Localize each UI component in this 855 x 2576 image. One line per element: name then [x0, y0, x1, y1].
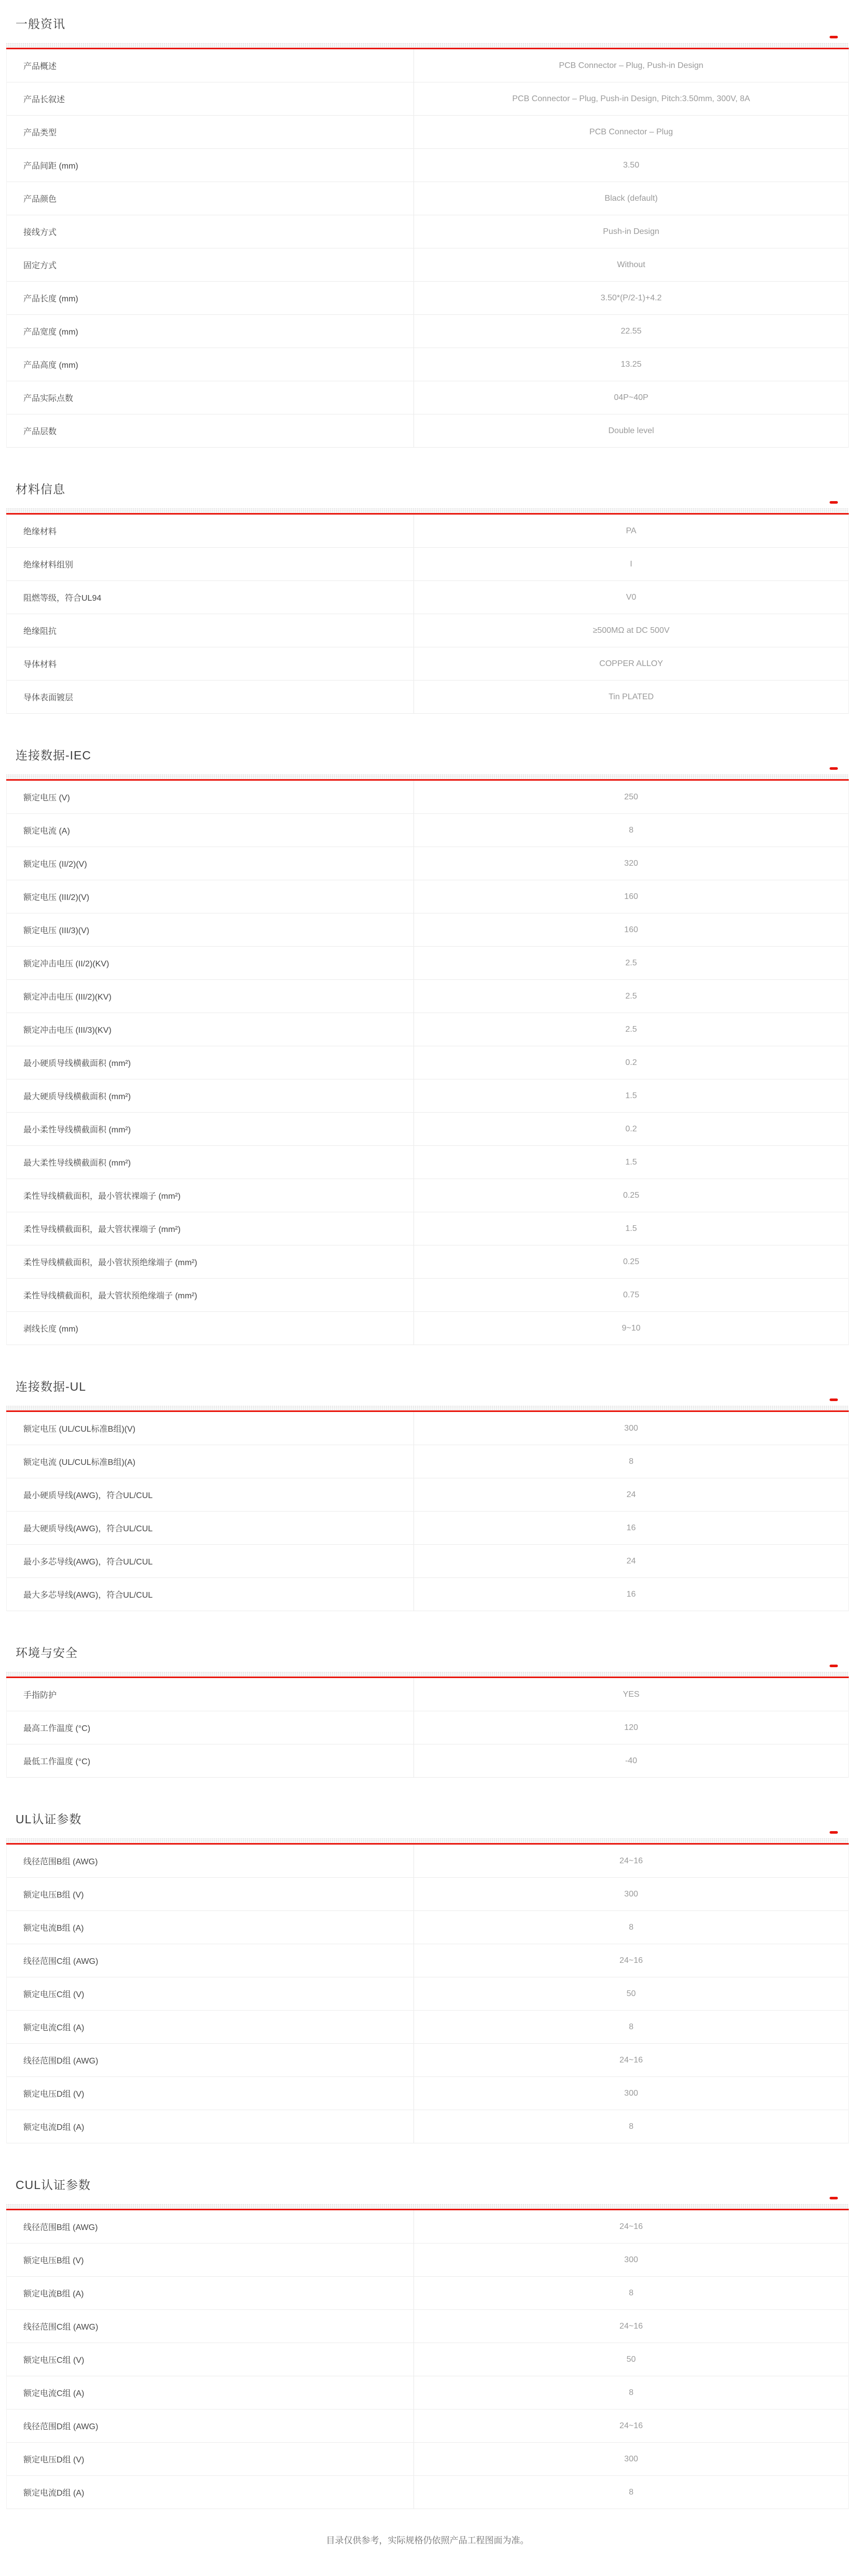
row-value: 2.5 [625, 958, 637, 967]
row-label: 固定方式 [7, 248, 414, 281]
table-row [7, 1878, 848, 1911]
row-label: 额定电流 (A) [7, 814, 414, 847]
row-value: 24~16 [619, 1956, 643, 1965]
table-row [7, 980, 848, 1013]
row-label: 额定电流B组 (A) [7, 2277, 414, 2309]
row-value: 300 [624, 1423, 638, 1433]
table-row [7, 1445, 848, 1478]
table-top-accent-strip [6, 1671, 849, 1678]
section-header [6, 482, 849, 496]
spec-table [6, 43, 849, 448]
table-row [7, 2376, 848, 2409]
section-title: 材料信息 [16, 482, 65, 496]
spec-section [6, 2178, 849, 2509]
row-value: 300 [624, 2088, 638, 2098]
row-label: 柔性导线横截面积，最大管状裸端子 (mm²) [7, 1212, 414, 1245]
table-row [7, 2210, 848, 2243]
table-row [7, 1146, 848, 1179]
row-value: 24~16 [619, 2421, 643, 2430]
row-label: 额定电压B组 (V) [7, 1878, 414, 1910]
row-value: 3.50*(P/2-1)+4.2 [600, 293, 662, 302]
table-row [7, 2277, 848, 2310]
table-row [7, 947, 848, 980]
table-row [7, 1013, 848, 1046]
table-row [7, 2443, 848, 2476]
table-row [7, 2476, 848, 2509]
table-row [7, 149, 848, 182]
table-top-accent-strip [6, 508, 849, 515]
row-label: 柔性导线横截面积，最小管状裸端子 (mm²) [7, 1179, 414, 1212]
collapse-minus-icon[interactable] [830, 767, 838, 770]
table-row [7, 1911, 848, 1944]
section-title: 环境与安全 [16, 1646, 78, 1659]
row-value: 8 [629, 2122, 633, 2131]
table-row [7, 647, 848, 681]
spec-section [6, 482, 849, 714]
table-row [7, 381, 848, 414]
row-value: 3.50 [623, 160, 640, 170]
row-label: 额定电压B组 (V) [7, 2243, 414, 2276]
row-value: 300 [624, 2454, 638, 2463]
table-rows [6, 515, 849, 714]
row-value: 16 [626, 1523, 636, 1532]
spec-table [6, 1405, 849, 1611]
row-value: 8 [629, 1457, 633, 1466]
row-value: 24 [626, 1556, 636, 1566]
row-value: 50 [626, 2355, 636, 2364]
row-value: 1.5 [625, 1091, 637, 1100]
table-rows [6, 1412, 849, 1611]
table-row [7, 2243, 848, 2277]
row-label: 产品宽度 (mm) [7, 315, 414, 348]
table-row [7, 681, 848, 714]
row-label: 额定电压C组 (V) [7, 2343, 414, 2376]
table-row [7, 2310, 848, 2343]
row-label: 接线方式 [7, 215, 414, 248]
row-label: 最高工作温度 (°C) [7, 1711, 414, 1744]
row-label: 剥线长度 (mm) [7, 1312, 414, 1345]
row-label: 额定电流C组 (A) [7, 2011, 414, 2043]
section-header [6, 748, 849, 763]
row-value: 300 [624, 1889, 638, 1899]
row-label: 柔性导线横截面积，最小管状预绝缘端子 (mm²) [7, 1245, 414, 1278]
row-value: 24~16 [619, 2055, 643, 2065]
section-title: 连接数据-IEC [16, 749, 91, 762]
row-label: 额定电流 (UL/CUL标准B组)(A) [7, 1445, 414, 1478]
row-label: 额定电流C组 (A) [7, 2376, 414, 2409]
row-label: 线径范围C组 (AWG) [7, 2310, 414, 2343]
row-label: 绝缘材料组别 [7, 548, 414, 580]
row-label: 最大硬质导线横截面积 (mm²) [7, 1079, 414, 1112]
spec-section [6, 17, 849, 448]
row-label: 产品颜色 [7, 182, 414, 215]
table-row [7, 282, 848, 315]
spec-section [6, 1379, 849, 1611]
row-label: 最大多芯导线(AWG)，符合UL/CUL [7, 1578, 414, 1611]
table-row [7, 515, 848, 548]
row-value: 0.25 [623, 1257, 640, 1266]
row-value: 8 [629, 825, 633, 835]
table-row [7, 1212, 848, 1245]
table-row [7, 1478, 848, 1512]
table-row [7, 2044, 848, 2077]
row-value: PCB Connector – Plug, Push-in Design, Pitch:3.50mm, 300V, 8A [512, 94, 750, 103]
table-row [7, 1944, 848, 1977]
row-value: Double level [608, 426, 654, 435]
table-row [7, 1412, 848, 1445]
table-top-accent-strip [6, 1405, 849, 1412]
row-value: 250 [624, 792, 638, 801]
table-row [7, 2011, 848, 2044]
row-label: 额定电压 (V) [7, 781, 414, 813]
row-label: 导体材料 [7, 647, 414, 680]
table-row [7, 1512, 848, 1545]
row-label: 产品间距 (mm) [7, 149, 414, 182]
row-value: 13.25 [620, 359, 642, 369]
row-value: PCB Connector – Plug, Push-in Design [559, 61, 704, 70]
table-row [7, 2343, 848, 2376]
row-label: 产品概述 [7, 49, 414, 82]
row-value: I [630, 559, 632, 569]
table-row [7, 581, 848, 614]
row-label: 线径范围D组 (AWG) [7, 2409, 414, 2442]
collapse-minus-icon[interactable] [830, 1665, 838, 1667]
table-row [7, 614, 848, 647]
row-label: 额定电压D组 (V) [7, 2077, 414, 2110]
row-label: 产品高度 (mm) [7, 348, 414, 381]
row-value: 24~16 [619, 2321, 643, 2331]
row-label: 柔性导线横截面积，最大管状预绝缘端子 (mm²) [7, 1279, 414, 1311]
spec-section [6, 1645, 849, 1778]
section-header [6, 2178, 849, 2192]
table-row [7, 1113, 848, 1146]
row-label: 额定冲击电压 (II/2)(KV) [7, 947, 414, 979]
collapse-minus-icon[interactable] [830, 36, 838, 38]
table-row [7, 781, 848, 814]
row-value: 300 [624, 2255, 638, 2264]
table-row [7, 1578, 848, 1611]
row-label: 额定电压 (III/3)(V) [7, 913, 414, 946]
row-label: 导体表面镀层 [7, 681, 414, 713]
row-value: 0.75 [623, 1290, 640, 1299]
row-label: 产品实际点数 [7, 381, 414, 414]
row-value: 50 [626, 1989, 636, 1998]
collapse-minus-icon[interactable] [830, 1831, 838, 1834]
row-value: 9~10 [622, 1323, 641, 1333]
spec-table [6, 2204, 849, 2509]
table-row [7, 315, 848, 348]
table-row [7, 1179, 848, 1212]
table-row [7, 1279, 848, 1312]
table-row [7, 847, 848, 880]
section-title: 一般资讯 [16, 17, 65, 31]
table-row [7, 2409, 848, 2443]
row-label: 线径范围B组 (AWG) [7, 2210, 414, 2243]
row-label: 最小硬质导线(AWG)，符合UL/CUL [7, 1478, 414, 1511]
table-row [7, 182, 848, 215]
row-value: -40 [625, 1756, 638, 1765]
row-label: 线径范围B组 (AWG) [7, 1845, 414, 1877]
table-row [7, 1079, 848, 1113]
collapse-minus-icon[interactable] [830, 1398, 838, 1401]
row-label: 额定冲击电压 (III/3)(KV) [7, 1013, 414, 1046]
table-row [7, 1977, 848, 2011]
row-value: COPPER ALLOY [599, 659, 663, 668]
table-row [7, 913, 848, 947]
row-label: 绝缘材料 [7, 515, 414, 547]
section-title: UL认证参数 [16, 1812, 82, 1826]
row-value: PCB Connector – Plug [589, 127, 673, 136]
table-row [7, 1678, 848, 1711]
table-row [7, 49, 848, 82]
table-row [7, 1744, 848, 1778]
section-title: 连接数据-UL [16, 1380, 87, 1393]
table-row [7, 814, 848, 847]
table-rows [6, 49, 849, 448]
section-header [6, 1379, 849, 1394]
table-row [7, 2110, 848, 2143]
row-value: 24~16 [619, 1856, 643, 1865]
row-value: 160 [624, 925, 638, 934]
section-header [6, 1812, 849, 1826]
table-row [7, 348, 848, 381]
row-label: 额定电压C组 (V) [7, 1977, 414, 2010]
section-header [6, 17, 849, 31]
table-row [7, 248, 848, 282]
table-row [7, 414, 848, 448]
row-label: 最小硬质导线横截面积 (mm²) [7, 1046, 414, 1079]
row-value: 0.2 [625, 1058, 637, 1067]
row-value: YES [623, 1689, 640, 1699]
spec-sections [6, 17, 849, 2509]
row-value: 1.5 [625, 1224, 637, 1233]
row-label: 最低工作温度 (°C) [7, 1744, 414, 1777]
table-rows [6, 1678, 849, 1778]
table-row [7, 880, 848, 913]
table-top-accent-strip [6, 1838, 849, 1845]
row-value: 320 [624, 858, 638, 868]
row-value: Black (default) [604, 193, 658, 203]
row-value: 2.5 [625, 1024, 637, 1034]
table-row [7, 82, 848, 116]
row-value: 16 [626, 1589, 636, 1599]
spec-section [6, 1812, 849, 2143]
table-rows [6, 1845, 849, 2143]
row-value: 8 [629, 2288, 633, 2297]
row-value: 160 [624, 892, 638, 901]
table-row [7, 1845, 848, 1878]
row-label: 额定冲击电压 (III/2)(KV) [7, 980, 414, 1013]
row-label: 产品长叙述 [7, 82, 414, 115]
row-label: 最小柔性导线横截面积 (mm²) [7, 1113, 414, 1145]
row-value: 120 [624, 1723, 638, 1732]
row-label: 最小多芯导线(AWG)，符合UL/CUL [7, 1545, 414, 1577]
row-value: 0.2 [625, 1124, 637, 1133]
section-title: CUL认证参数 [16, 2178, 91, 2192]
row-value: 8 [629, 2022, 633, 2031]
table-row [7, 116, 848, 149]
row-label: 最大柔性导线横截面积 (mm²) [7, 1146, 414, 1179]
footer-note: 目录仅供参考，实际规格仍依照产品工程图面为准。 [326, 2536, 529, 2545]
row-label: 手指防护 [7, 1678, 414, 1711]
row-label: 最大硬质导线(AWG)，符合UL/CUL [7, 1512, 414, 1544]
row-label: 额定电压 (II/2)(V) [7, 847, 414, 880]
row-label: 额定电压D组 (V) [7, 2443, 414, 2475]
row-label: 产品类型 [7, 116, 414, 148]
row-label: 线径范围D组 (AWG) [7, 2044, 414, 2076]
row-value: V0 [626, 592, 637, 602]
table-row [7, 1312, 848, 1345]
table-row [7, 2077, 848, 2110]
spec-table [6, 1671, 849, 1778]
table-row [7, 1245, 848, 1279]
table-top-accent-strip [6, 2204, 849, 2210]
row-value: Push-in Design [603, 227, 659, 236]
table-row [7, 1711, 848, 1744]
row-value: 8 [629, 1922, 633, 1932]
row-label: 额定电流D组 (A) [7, 2476, 414, 2509]
row-value: 24~16 [619, 2222, 643, 2231]
spec-table [6, 508, 849, 714]
table-rows [6, 2210, 849, 2509]
row-label: 额定电流B组 (A) [7, 1911, 414, 1944]
table-rows [6, 781, 849, 1345]
row-value: 04P~40P [614, 393, 649, 402]
row-label: 额定电压 (UL/CUL标准B组)(V) [7, 1412, 414, 1445]
table-top-accent-strip [6, 774, 849, 781]
row-label: 绝缘阻抗 [7, 614, 414, 647]
table-row [7, 1545, 848, 1578]
spec-section [6, 748, 849, 1345]
collapse-minus-icon[interactable] [830, 2197, 838, 2199]
table-row [7, 1046, 848, 1079]
table-row [7, 548, 848, 581]
row-value: 2.5 [625, 991, 637, 1001]
row-value: 8 [629, 2487, 633, 2497]
row-value: PA [626, 526, 637, 535]
collapse-minus-icon[interactable] [830, 501, 838, 504]
row-label: 产品层数 [7, 414, 414, 447]
row-value: 1.5 [625, 1157, 637, 1167]
row-value: Without [617, 260, 645, 269]
row-label: 额定电压 (III/2)(V) [7, 880, 414, 913]
table-top-accent-strip [6, 43, 849, 49]
row-label: 阻燃等级，符合UL94 [7, 581, 414, 614]
row-label: 额定电流D组 (A) [7, 2110, 414, 2143]
section-header [6, 1645, 849, 1660]
spec-table [6, 1838, 849, 2143]
row-value: 22.55 [620, 326, 642, 336]
row-label: 线径范围C组 (AWG) [7, 1944, 414, 1977]
row-value: 0.25 [623, 1190, 640, 1200]
row-value: ≥500MΩ at DC 500V [592, 626, 670, 635]
spec-table [6, 774, 849, 1345]
table-row [7, 215, 848, 248]
row-value: 24 [626, 1490, 636, 1499]
row-value: Tin PLATED [608, 692, 654, 701]
row-value: 8 [629, 2388, 633, 2397]
row-label: 产品长度 (mm) [7, 282, 414, 314]
